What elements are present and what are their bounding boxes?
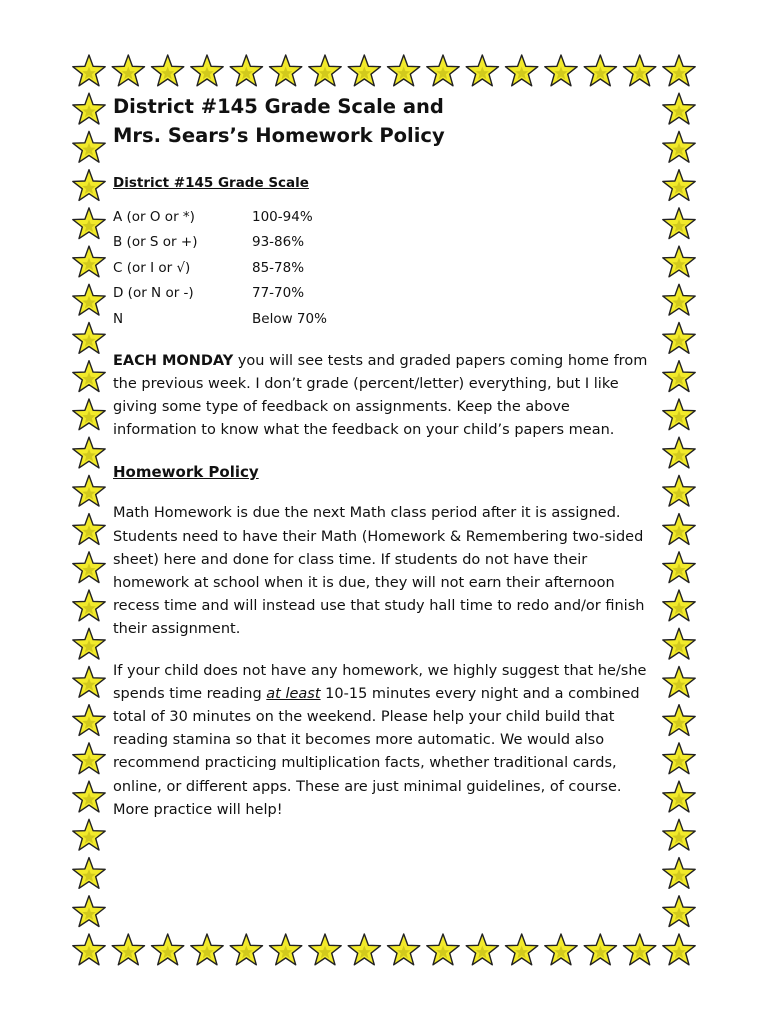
title-line-2: Mrs. Sears’s Homework Policy — [113, 124, 445, 147]
star-icon — [624, 934, 656, 965]
star-icon — [663, 514, 695, 545]
star-icon — [388, 934, 420, 965]
star-icon — [348, 934, 380, 965]
grade-label: B (or S or +) — [113, 234, 198, 251]
grade-range: Below 70% — [252, 310, 327, 327]
star-icon — [663, 590, 695, 621]
star-icon — [663, 743, 695, 774]
grade-range: 93-86% — [252, 234, 305, 251]
star-icon — [112, 55, 144, 86]
star-icon — [663, 858, 695, 889]
grade-label: N — [113, 310, 124, 327]
homework-paragraph-2 — [113, 660, 658, 822]
star-icon — [466, 55, 498, 86]
star-icon — [73, 705, 105, 736]
star-icon — [270, 934, 302, 965]
star-icon — [663, 667, 695, 698]
homework-paragraph-1: Math Homework is due the next Math class period after it is assigned. Students need to have their Math (Homework & Remembering two-sided sheet) here and done for class time. If students do not have their homework at school when it is due, they will not earn their afternoon recess time and will instead use that study hall time to redo and/or finish their assignment. — [113, 505, 645, 638]
grade-label: A (or O or *) — [113, 208, 195, 225]
table-row — [113, 306, 327, 332]
star-icon — [112, 934, 144, 965]
star-icon — [73, 208, 105, 239]
monday-lead: EACH MONDAY — [113, 352, 234, 369]
star-icon — [663, 437, 695, 468]
star-icon — [663, 552, 695, 583]
para2-start: If your child does not have any homework, we highly suggest that he/she spends time reading — [113, 662, 647, 702]
star-icon — [73, 781, 105, 812]
star-icon — [427, 55, 459, 86]
star-icon — [663, 323, 695, 354]
star-icon — [309, 934, 341, 965]
star-icon — [663, 628, 695, 659]
table-row — [113, 281, 327, 307]
star-icon — [663, 246, 695, 277]
star-icon — [73, 437, 105, 468]
star-icon — [663, 819, 695, 850]
star-icon — [73, 819, 105, 850]
star-icon — [663, 896, 695, 927]
grade-label: C (or I or √) — [113, 259, 191, 276]
at-least-emphasis: at least — [266, 685, 321, 702]
star-icon — [348, 55, 380, 86]
star-icon — [663, 934, 695, 965]
star-icon — [152, 55, 184, 86]
star-icon — [73, 896, 105, 927]
table-row — [113, 255, 327, 281]
star-icon — [663, 284, 695, 315]
star-icon — [73, 628, 105, 659]
star-icon — [624, 55, 656, 86]
star-icon — [663, 361, 695, 392]
star-icon — [152, 934, 184, 965]
star-icon — [663, 55, 695, 86]
star-icon — [545, 934, 577, 965]
star-icon — [73, 514, 105, 545]
star-icon — [584, 55, 616, 86]
grade-scale-table — [113, 204, 327, 332]
star-icon — [506, 55, 538, 86]
star-icon — [388, 55, 420, 86]
star-icon — [73, 590, 105, 621]
star-icon — [584, 934, 616, 965]
star-icon — [73, 246, 105, 277]
star-icon — [73, 934, 105, 965]
monday-text: you will see tests and graded papers coming home from the previous week. I don’t grade (percent/letter) everything, but I like giving some type of feedback on assignments. Keep the above information to know what the feedback on your child’s papers mean. — [113, 352, 648, 439]
page-title — [113, 92, 658, 150]
grade-scale-heading: District #145 Grade Scale — [113, 175, 309, 191]
star-icon — [73, 55, 105, 86]
star-icon — [73, 475, 105, 506]
star-icon — [73, 361, 105, 392]
grade-label: D (or N or -) — [113, 285, 194, 302]
star-icon — [73, 284, 105, 315]
grade-range: 85-78% — [252, 259, 305, 276]
star-icon — [230, 934, 262, 965]
homework-heading: Homework Policy — [113, 463, 259, 482]
star-icon — [73, 858, 105, 889]
star-icon — [270, 55, 302, 86]
star-icon — [663, 208, 695, 239]
star-icon — [73, 93, 105, 124]
star-icon — [663, 93, 695, 124]
star-icon — [230, 55, 262, 86]
star-icon — [545, 55, 577, 86]
star-icon — [506, 934, 538, 965]
star-icon — [191, 934, 223, 965]
grade-range: 77-70% — [252, 285, 305, 302]
title-line-1: District #145 Grade Scale and — [113, 95, 444, 118]
star-icon — [73, 552, 105, 583]
star-icon — [663, 705, 695, 736]
star-icon — [663, 781, 695, 812]
star-icon — [73, 323, 105, 354]
para2-end: 10-15 minutes every night and a combined total of 30 minutes on the weekend. Please help your child build that reading stamina so that it becomes more automatic. We would also recommend practicing multiplication facts, whether traditional cards, online, or different apps. These are just minimal guidelines, of course. More practice will help! — [113, 685, 640, 818]
star-icon — [663, 170, 695, 201]
star-icon — [73, 170, 105, 201]
star-icon — [73, 743, 105, 774]
star-icon — [466, 934, 498, 965]
table-row — [113, 204, 327, 230]
star-icon — [663, 131, 695, 162]
star-icon — [73, 399, 105, 430]
star-icon — [309, 55, 341, 86]
monday-paragraph — [113, 350, 658, 443]
document-body — [113, 92, 658, 822]
star-icon — [663, 399, 695, 430]
star-icon — [73, 131, 105, 162]
grade-range: 100-94% — [252, 208, 313, 225]
star-icon — [191, 55, 223, 86]
star-icon — [663, 475, 695, 506]
star-icon — [427, 934, 459, 965]
table-row — [113, 230, 327, 256]
star-icon — [73, 667, 105, 698]
